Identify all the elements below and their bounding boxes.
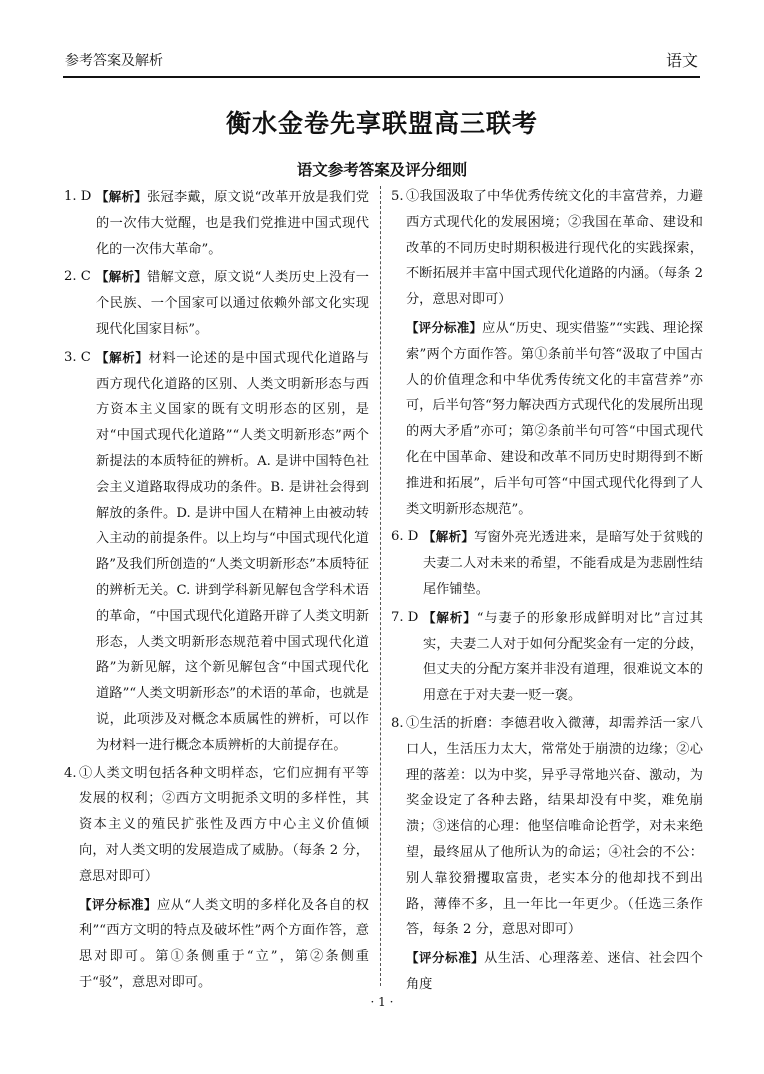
answer-text: 应从“历史、现实借鉴”“实践、理论探索”两个方面作答。第①条前半句答“汲取了中国古人的价值理念和中华优秀传统文化的丰富营养”亦可，后半句答“努力解决西方式现代化的发展所出现的两大矛盾”亦可；第②条前半句可答“中国式现代化在中国革命、建设和改革不同历史时期得到不断推进和拓展”，后半句可答“中国式现代化得到了人类文明新形态规范”。 bbox=[406, 320, 703, 517]
answer-text: ①生活的折磨：李德君收入微薄，却需养活一家八口人，生活压力太大，常常处于崩溃的边缘；②心理的落差：以为中奖，异乎寻常地兴奋、激动，为奖金设定了各种去路，结果却没有中奖，难免崩溃；③迷信的心理：他坚信唯命论哲学，对未来绝望，最终屈从了他所认为的命运；④社会的不公：别人靠狡猾攫取富贵，老实本分的他却找不到出路，薄俸不多，且一年比一年更少。（任选三条作答，每条 2 分，意思对即可） bbox=[406, 715, 703, 938]
answer-tag: 【评分标准】 bbox=[406, 319, 483, 335]
answer-tag: 【解析】 bbox=[423, 609, 477, 625]
answer-tag: 【解析】 bbox=[96, 349, 149, 365]
question-number: 6. D bbox=[391, 529, 419, 545]
page-number: · 1 · bbox=[370, 995, 394, 1009]
question-number: 3. C bbox=[64, 349, 91, 365]
question-number: 5. bbox=[391, 189, 404, 204]
answer-item bbox=[64, 345, 369, 759]
answer-item bbox=[391, 945, 703, 998]
answer-tag: 【解析】 bbox=[96, 269, 148, 285]
question-number: 7. D bbox=[391, 609, 419, 625]
page-header bbox=[63, 42, 700, 78]
answer-tag: 【评分标准】 bbox=[79, 896, 157, 912]
answer-tag: 【解析】 bbox=[423, 529, 475, 545]
answer-tag: 【评分标准】 bbox=[406, 950, 485, 966]
document-subtitle: 语文参考答案及评分细则 bbox=[296, 161, 468, 179]
question-number: 4. bbox=[64, 765, 77, 781]
header-subject-label: 语文 bbox=[665, 51, 698, 70]
answer-item bbox=[391, 605, 703, 709]
answer-text: ①我国汲取了中华优秀传统文化的丰富营养，力避西方式现代化的发展困境；②我国在革命、建设和改革的不同历史时期积极进行现代化的实践探索，不断拓展并丰富中国式现代化道路的内涵。（每条 2 分，意思对即可） bbox=[406, 189, 703, 308]
answer-text: 写窗外亮光透进来，是暗写处于贫贱的夫妻二人对未来的希望，不能看成是为悲剧性结尾作铺垫。 bbox=[423, 530, 703, 597]
answer-item bbox=[64, 892, 369, 996]
answer-tag: 【解析】 bbox=[96, 189, 148, 204]
answer-item bbox=[391, 711, 703, 943]
answer-item bbox=[391, 524, 703, 602]
answer-item bbox=[64, 264, 369, 342]
question-number: 8. bbox=[391, 715, 404, 731]
right-column bbox=[391, 184, 703, 1000]
document-title: 衡水金卷先享联盟高三联考 bbox=[225, 109, 538, 138]
question-number: 2. C bbox=[64, 269, 91, 285]
answer-text: ①人类文明包括各种文明样态，它们应拥有平等发展的权利；②西方文明扼杀文明的多样性，其资本主义的殖民扩张性及西方中心主义价值倾向，对人类文明的发展造成了威胁。（每条 2 分，意思对即可） bbox=[79, 765, 369, 884]
answer-text: 从生活、心理落差、迷信、社会四个角度 bbox=[406, 951, 703, 992]
answer-text: “与妻子的形象形成鲜明对比”言过其实，夫妻二人对于如何分配奖金有一定的分歧，但丈夫的分配方案并非没有道理，很难说文本的用意在于对夫妻一贬一褒。 bbox=[423, 610, 703, 704]
answer-text: 应从“人类文明的多样化及各自的权利”“西方文明的特点及破坏性”两个方面作答，意思对即可。第①条侧重于“立”，第②条侧重于“驳”，意思对即可。 bbox=[79, 897, 369, 990]
answer-item bbox=[391, 315, 703, 522]
answer-text: 错解文意，原文说“人类历史上没有一个民族、一个国家可以通过依赖外部文化实现现代化国家目标”。 bbox=[96, 270, 369, 337]
answer-item bbox=[64, 761, 369, 890]
column-divider bbox=[380, 186, 381, 986]
left-column bbox=[64, 184, 369, 998]
answer-item bbox=[64, 184, 369, 262]
header-left-label: 参考答案及解析 bbox=[65, 53, 163, 69]
answer-text: 材料一论述的是中国式现代化道路与西方现代化道路的区别、人类文明新形态与西方资本主义国家的既有文明形态的区别，是对“中国式现代化道路”“人类文明新形态”两个新提法的本质特征的辨析。A. 是讲中国特色社会主义道路取得成功的条件。B. 是讲社会得到解放的条件。D. 是讲中国人在精神上由被动转入主动的前提条件。以上均与“中国式现代化道路”及我们所创造的“人类文明新形态”本质特征的辨析无关。C. 讲到学科新见解包含学科术语的革命，“中国式现代化道路开辟了人类文明新形态，人类文明新形态规范着中国式现代化道路”为新见解，这个新见解包含“中国式现代化道路”“人类文明新形态”的术语的革命，也就是说，此项涉及对概念本质属性的辨析，可以作为材料一进行概念本质辨析的大前提存在。 bbox=[96, 350, 369, 753]
answer-text: 张冠李戴，原文说“改革开放是我们党的一次伟大觉醒，也是我们党推进中国式现代化的一次伟大革命”。 bbox=[96, 190, 369, 257]
answer-item bbox=[391, 184, 703, 313]
question-number: 1. D bbox=[64, 189, 92, 204]
